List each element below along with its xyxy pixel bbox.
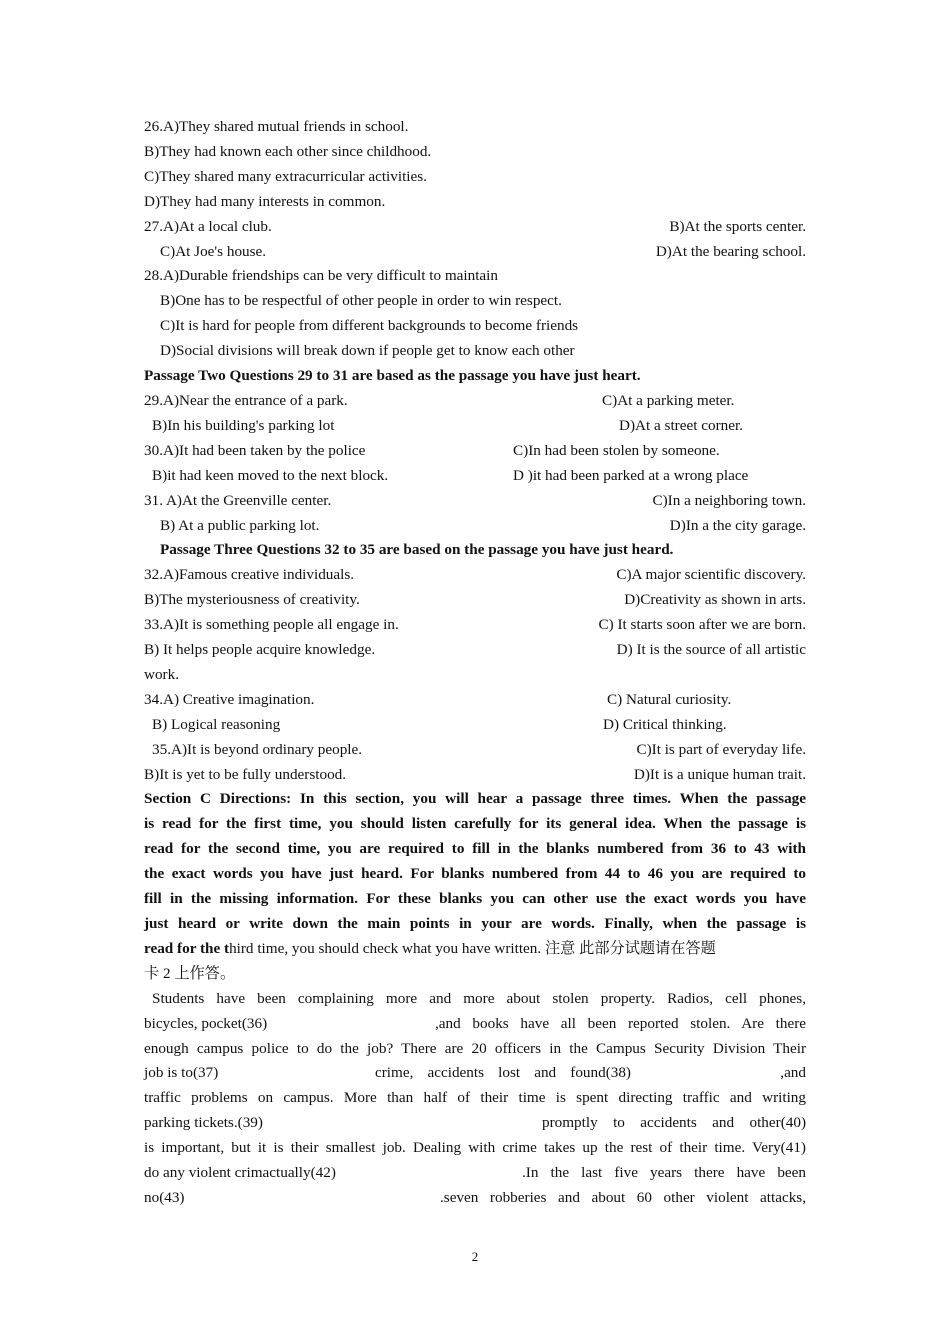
q31-option-d: D)In a the city garage. <box>669 516 806 534</box>
q33-option-c: C) It starts soon after we are born. <box>598 616 806 634</box>
passage-line-7: is important, but it is their smallest job. Dealing with crime takes up the rest of their time. Very(41) <box>144 1139 806 1157</box>
q35-option-c: C)It is part of everyday life. <box>636 740 806 758</box>
section-c-directions-line-8: 卡 2 上作答。 <box>144 964 236 982</box>
q30-option-d: D )it had been parked at a wrong place <box>513 466 749 484</box>
q28-option-a: 28.A)Durable friendships can be very difficult to maintain <box>144 267 498 285</box>
q27-option-b: B)At the sports center. <box>669 217 806 235</box>
section-c-directions-line-2: is read for the first time, you should listen carefully for its general idea. When the passage is <box>144 815 806 833</box>
q29-option-a: 29.A)Near the entrance of a park. <box>144 391 348 409</box>
passage-line-8-part-2: .In the last five years there have been <box>522 1164 806 1182</box>
passage-line-8-part-1: do any violent crimactually(42) <box>144 1164 336 1182</box>
q32-row-2 <box>144 588 806 613</box>
q26-option-a: 26.A)They shared mutual friends in school. <box>144 118 409 135</box>
passage-line-8 <box>144 1161 806 1186</box>
q27-option-a: 27.A)At a local club. <box>144 217 272 235</box>
q29-option-c: C)At a parking meter. <box>602 391 735 409</box>
passage-line-1: Students have been complaining more and more about stolen property. Radios, cell phones, <box>152 989 806 1007</box>
passage-line-9 <box>144 1186 806 1211</box>
q30-option-c: C)In had been stolen by someone. <box>513 441 720 459</box>
q30-row-2 <box>144 464 806 489</box>
section-c-directions-line-7 <box>144 937 806 962</box>
q33-option-b: B) It helps people acquire knowledge. <box>144 641 376 659</box>
q26-option-d: D)They had many interests in common. <box>144 192 386 210</box>
q33-option-d-continuation: work. <box>144 665 180 683</box>
section-c-directions-line-1: Section C Directions: In this section, you will hear a passage three times. When the passage <box>144 790 806 808</box>
q30-option-b: B)it had keen moved to the next block. <box>152 466 389 484</box>
passage-line-3: enough campus police to do the job? There are 20 officers in the Campus Security Division Their <box>144 1039 806 1057</box>
q27-option-d: D)At the bearing school. <box>655 242 806 260</box>
q33-row-1 <box>144 613 806 638</box>
passage-line-2-part-2: ,and books have all been reported stolen. Are there <box>435 1014 806 1032</box>
q34-row-1 <box>144 688 806 713</box>
q32-option-d: D)Creativity as shown in arts. <box>624 591 806 609</box>
page-content <box>144 115 806 1211</box>
section-c-bold-fragment: read for the t <box>144 939 230 957</box>
passage-three-heading: Passage Three Questions 32 to 35 are based on the passage you have just heard. <box>160 541 674 559</box>
q29-row-1 <box>144 389 806 414</box>
q32-option-a: 32.A)Famous creative individuals. <box>144 566 355 584</box>
q34-option-c: C) Natural curiosity. <box>607 690 732 708</box>
q31-row-2 <box>144 514 806 539</box>
passage-line-4-part-1: job is to(37) <box>144 1064 219 1082</box>
q26-option-c: C)They shared many extracurricular activities. <box>144 167 427 185</box>
q31-option-c: C)In a neighboring town. <box>652 491 806 509</box>
q29-row-2 <box>144 414 806 439</box>
q29-option-b: B)In his building's parking lot <box>152 416 335 434</box>
q34-option-d: D) Critical thinking. <box>603 715 727 733</box>
passage-line-6-part-2: promptly to accidents and other(40) <box>542 1114 806 1132</box>
q29-option-d: D)At a street corner. <box>619 416 743 434</box>
q33-option-d: D) It is the source of all artistic <box>616 641 806 659</box>
passage-line-2-part-1: bicycles, pocket(36) <box>144 1014 268 1032</box>
q31-option-b: B) At a public parking lot. <box>160 516 320 534</box>
section-c-normal-fragment: hird time, you should check what you have written. 注意 此部分试题请在答题 <box>229 939 716 957</box>
q34-option-a: 34.A) Creative imagination. <box>144 690 315 708</box>
passage-line-9-part-2: .seven robberies and about 60 other violent attacks, <box>440 1188 806 1206</box>
q31-option-a: 31. A)At the Greenville center. <box>144 491 332 509</box>
q35-row-1 <box>144 738 806 763</box>
q35-option-d: D)It is a unique human trait. <box>633 765 806 783</box>
q33-row-2 <box>144 638 806 663</box>
q34-row-2 <box>144 713 806 738</box>
passage-line-6 <box>144 1111 806 1136</box>
q33-option-a: 33.A)It is something people all engage in. <box>144 616 399 634</box>
q26-option-b: B)They had known each other since childhood. <box>144 142 432 160</box>
q32-option-b: B)The mysteriousness of creativity. <box>144 591 360 609</box>
section-c-directions-line-6: just heard or write down the main points in your are words. Finally, when the passage is <box>144 915 806 932</box>
passage-line-4-part-3: ,and <box>780 1064 806 1082</box>
q28-option-c: C)It is hard for people from different backgrounds to become friends <box>160 317 579 335</box>
q35-row-2 <box>144 763 806 788</box>
section-c-directions-line-3: read for the second time, you are required to fill in the blanks numbered from 36 to 43 with <box>144 840 806 858</box>
q35-option-a: 35.A)It is beyond ordinary people. <box>152 740 363 758</box>
q32-row-1 <box>144 563 806 588</box>
q28-option-b: B)One has to be respectful of other people in order to win respect. <box>160 292 562 310</box>
passage-line-4-part-2: crime, accidents lost and found(38) <box>375 1064 631 1082</box>
q30-row-1 <box>144 439 806 464</box>
passage-line-2 <box>144 1012 806 1037</box>
q34-option-b: B) Logical reasoning <box>152 715 281 733</box>
page-number: 2 <box>471 1249 479 1264</box>
q27-row-2 <box>144 240 806 265</box>
section-c-directions-line-4: the exact words you have just heard. For blanks numbered from 44 to 46 you are required to <box>144 865 806 883</box>
q28-option-d: D)Social divisions will break down if people get to know each other <box>160 342 575 360</box>
passage-line-5: traffic problems on campus. More than half of their time is spent directing traffic and writing <box>144 1089 806 1107</box>
q30-option-a: 30.A)It had been taken by the police <box>144 441 366 459</box>
passage-two-heading: Passage Two Questions 29 to 31 are based as the passage you have just heart. <box>144 367 641 385</box>
passage-line-9-part-1: no(43) <box>144 1188 185 1206</box>
q27-option-c: C)At Joe's house. <box>160 242 267 260</box>
passage-line-6-part-1: parking tickets.(39) <box>144 1114 263 1132</box>
q31-row-1 <box>144 489 806 514</box>
passage-line-4 <box>144 1061 806 1086</box>
section-c-directions-line-5: fill in the missing information. For these blanks you can other use the exact words you have <box>144 890 806 908</box>
q32-option-c: C)A major scientific discovery. <box>616 566 806 584</box>
q35-option-b: B)It is yet to be fully understood. <box>144 765 347 783</box>
q27-row-1 <box>144 215 806 240</box>
